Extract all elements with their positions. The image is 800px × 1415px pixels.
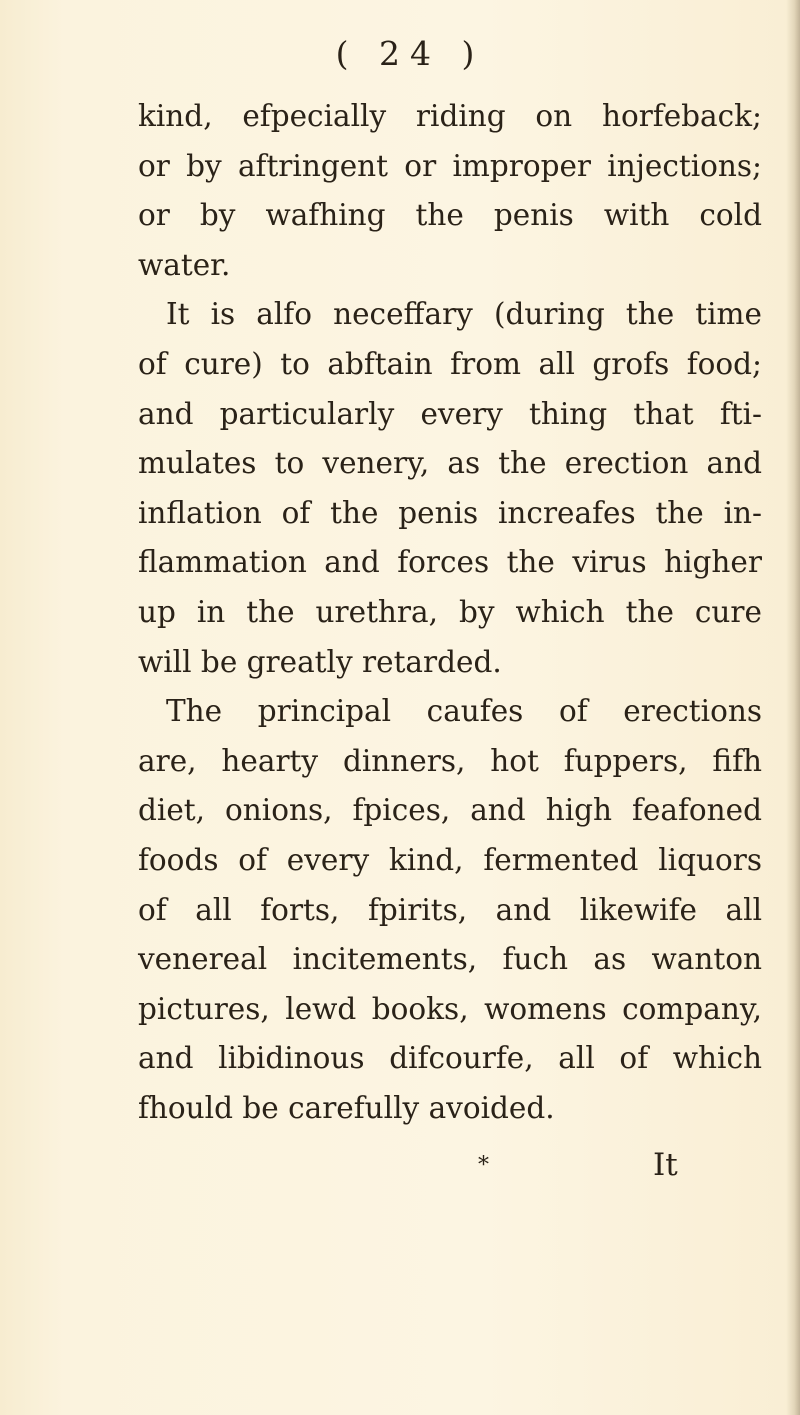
text-line: water. xyxy=(138,247,231,282)
text-line: It is alfo neceffary (during the time xyxy=(166,297,762,332)
body-text xyxy=(138,92,762,1133)
catchword: It xyxy=(653,1147,678,1183)
text-line: flammation and forces the virus higher xyxy=(138,545,762,580)
signature-mark: * xyxy=(478,1153,489,1178)
text-line: of cure) to abftain from all grofs food; xyxy=(138,346,762,381)
text-line: venereal incitements, fuch as wanton xyxy=(138,942,762,977)
text-line: foods of every kind, fermented liquors xyxy=(138,842,762,877)
page-edge-shadow xyxy=(786,0,800,1415)
text-line: fhould be carefully avoided. xyxy=(138,1090,555,1125)
page-number: ( 24 ) xyxy=(335,34,485,73)
page-footer xyxy=(138,1147,762,1197)
text-line: or by wafhing the penis with cold xyxy=(138,198,762,233)
text-line: and particularly every thing that fti- xyxy=(138,396,762,431)
text-line: The principal caufes of erections xyxy=(166,694,762,729)
text-line: or by aftringent or improper injections; xyxy=(138,148,762,183)
text-line: up in the urethra, by which the cure xyxy=(138,594,762,629)
text-line: kind, efpecially riding on horfeback; xyxy=(138,99,762,133)
text-line: pictures, lewd books, womens company, xyxy=(138,991,762,1026)
text-line: inflation of the penis increafes the in- xyxy=(138,495,762,530)
text-line: and libidinous difcourfe, all of which xyxy=(138,1041,762,1076)
text-line: are, hearty dinners, hot fuppers, fifh xyxy=(138,743,762,778)
text-line: will be greatly retarded. xyxy=(138,644,502,679)
text-line: diet, onions, fpices, and high feafoned xyxy=(138,793,762,828)
text-line: of all forts, fpirits, and likewife all xyxy=(138,892,762,927)
text-line: mulates to venery, as the erection and xyxy=(138,446,762,481)
